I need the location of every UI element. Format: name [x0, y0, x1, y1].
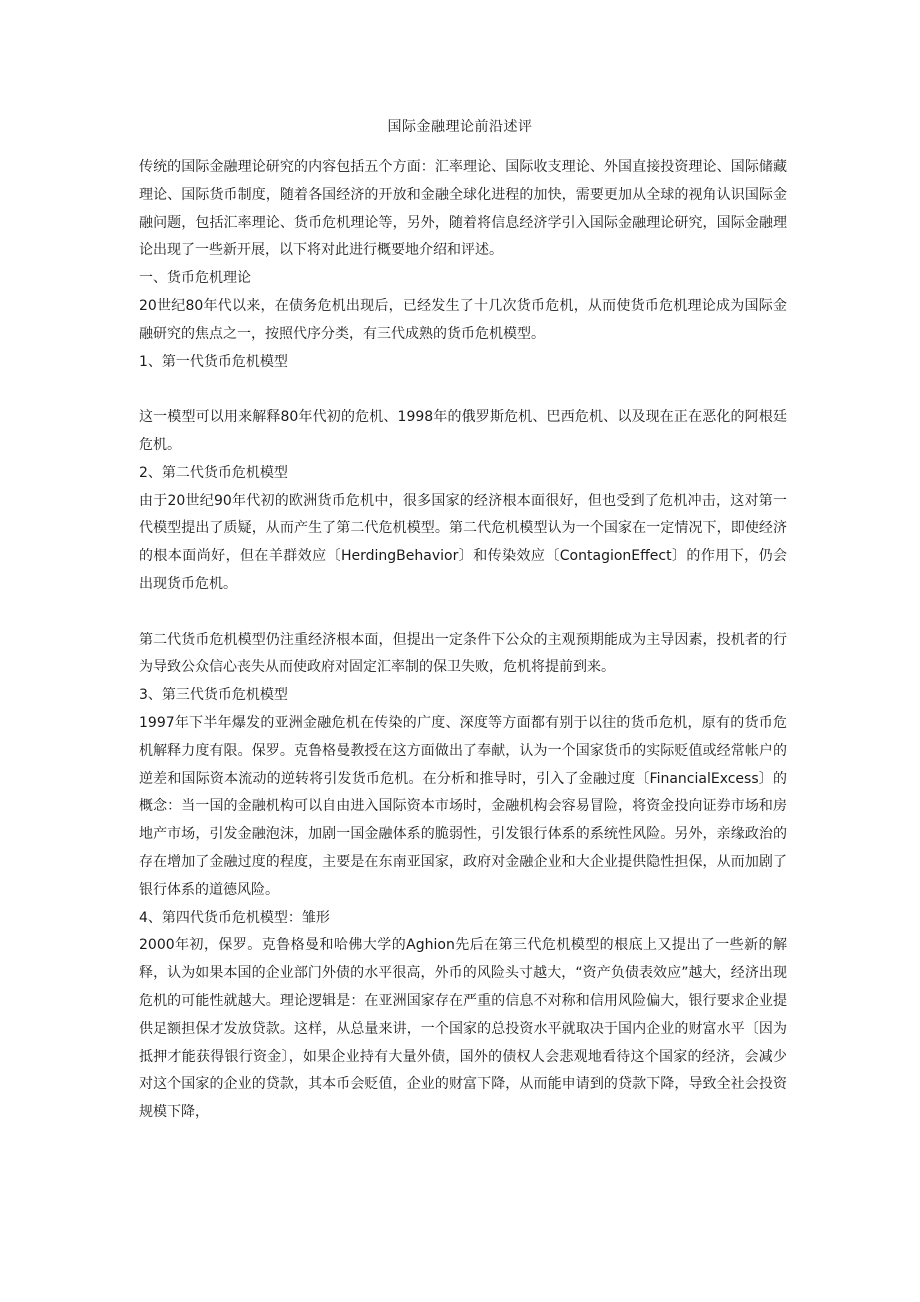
paragraph: 2000年初，保罗。克鲁格曼和哈佛大学的Aghion先后在第三代危机模型的根底上又提出了一些新的解释，认为如果本国的企业部门外债的水平很高，外币的风险头寸越大，“资产负债表效应”越大，经济出现危机的可能性就越大。理论逻辑是：在亚洲国家存在严重的信息不对称和信用风险偏大，银行要求企业提供足额担保才发放贷款。这样，从总量来讲，一个国家的总投资水平就取决于国内企业的财富水平〔因为抵押才能获得银行资金〕，如果企业持有大量外债，国外的债权人会悲观地看待这个国家的经济，会减少对这个国家的企业的贷款，其本币会贬值，企业的财富下降，从而能申请到的贷款下降，导致全社会投资规模下降， [139, 937, 787, 1121]
subsection-heading-second-gen: 2、第二代货币危机模型 [139, 464, 288, 481]
paragraph: 由于20世纪90年代初的欧洲货币危机中，很多国家的经济根本面很好，但也受到了危机冲击，这对第一代模型提出了质疑，从而产生了第二代危机模型。第二代危机模型认为一个国家在一定情况下，即使经济的根本面尚好，但在羊群效应〔HerdingBehavior〕和传染效应〔ContagionEffect〕的作用下，仍会出现货币危机。 [139, 492, 787, 592]
blank-line [139, 599, 787, 627]
subsection-heading-first-gen: 1、第一代货币危机模型 [139, 353, 288, 370]
paragraph: 第二代货币危机模型仍注重经济根本面，但提出一定条件下公众的主观预期能成为主导因素，投机者的行为导致公众信心丧失从而使政府对固定汇率制的保卫失败，危机将提前到来。 [139, 631, 787, 676]
blank-line [139, 376, 787, 404]
subsection-heading-fourth-gen: 4、第四代货币危机模型：雏形 [139, 909, 330, 926]
paragraph: 1997年下半年爆发的亚洲金融危机在传染的广度、深度等方面都有别于以往的货币危机，原有的货币危机解释力度有限。保罗。克鲁格曼教授在这方面做出了奉献，认为一个国家货币的实际贬值或经常帐户的逆差和国际资本流动的逆转将引发货币危机。在分析和推导时，引入了金融过度〔FinancialExcess〕的概念：当一国的金融机构可以自由进入国际资本市场时，金融机构会容易冒险，将资金投向证券市场和房地产市场，引发金融泡沫，加剧一国金融体系的脆弱性，引发银行体系的系统性风险。另外，亲缘政治的存在增加了金融过度的程度，主要是在东南亚国家，政府对金融企业和大企业提供隐性担保，从而加剧了银行体系的道德风险。 [139, 714, 787, 898]
intro-paragraph: 传统的国际金融理论研究的内容包括五个方面：汇率理论、国际收支理论、外国直接投资理论、国际储藏理论、国际货币制度，随着各国经济的开放和金融全球化进程的加快，需要更加从全球的视角认识国际金融问题，包括汇率理论、货币危机理论等，另外，随着将信息经济学引入国际金融理论研究，国际金融理论出现了一些新开展，以下将对此进行概要地介绍和评述。 [139, 159, 787, 259]
paragraph: 这一模型可以用来解释80年代初的危机、1998年的俄罗斯危机、巴西危机、以及现在正在恶化的阿根廷危机。 [139, 409, 787, 453]
paragraph: 20世纪80年代以来，在债务危机出现后，已经发生了十几次货币危机，从而使货币危机理论成为国际金融研究的焦点之一，按照代序分类，有三代成熟的货币危机模型。 [139, 297, 787, 342]
document-body [139, 154, 787, 1127]
subsection-heading-third-gen: 3、第三代货币危机模型 [139, 687, 288, 704]
section-heading-currency-crisis: 一、货币危机理论 [139, 270, 251, 287]
document-title: 国际金融理论前沿述评 [387, 119, 533, 135]
